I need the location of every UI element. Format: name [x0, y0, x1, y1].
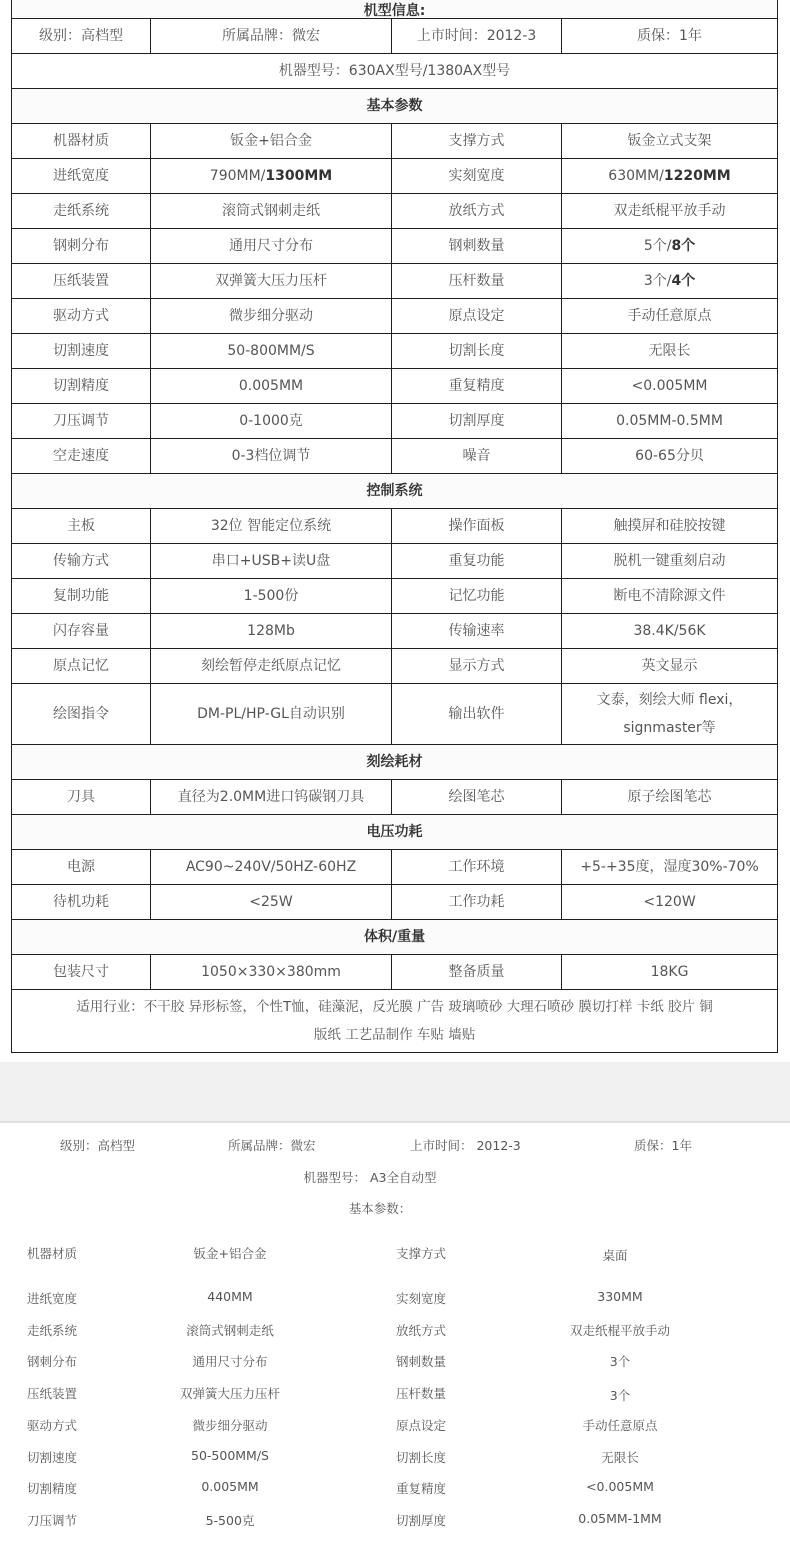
- param-value: 串口+USB+读U盘: [151, 544, 392, 579]
- param-value: 微步细分驱动: [192, 1418, 268, 1433]
- param-value: [562, 264, 778, 299]
- param-label: 切割长度: [396, 1450, 447, 1465]
- param-value: 滚筒式钢刺走纸: [186, 1323, 274, 1338]
- table-row: [12, 404, 778, 439]
- model-text: 机器型号： A3全自动型: [303, 1170, 437, 1185]
- model-cell: 机器型号：630AX型号/1380AX型号: [12, 54, 778, 89]
- industry-line: 版纸 工艺品制作 车贴 墙贴: [313, 1027, 476, 1043]
- param-value: <0.005MM: [562, 369, 778, 404]
- brand-text: 所属品牌：微宏: [228, 1138, 316, 1153]
- param-value: 1050×330×380mm: [151, 955, 392, 990]
- param-label: 操作面板: [392, 509, 562, 544]
- section-header-power: [12, 815, 778, 850]
- param-label: 放纸方式: [396, 1323, 447, 1338]
- table-row: [12, 159, 778, 194]
- param-value: 通用尺寸分布: [151, 229, 392, 264]
- param-value: [562, 684, 778, 745]
- param-label: 工作环境: [392, 850, 562, 885]
- brand-cell: 所属品牌：微宏: [151, 19, 392, 54]
- param-label: 支撑方式: [396, 1246, 447, 1261]
- param-value: 双走纸棍平放手动: [569, 1323, 670, 1338]
- param-value: 0.005MM: [201, 1479, 259, 1494]
- table-row: [12, 439, 778, 474]
- param-label: 绘图指令: [12, 684, 151, 745]
- basic-params-label: 基本参数：: [348, 1201, 412, 1216]
- industry-cell: [12, 990, 778, 1053]
- value-part-bold: 1220MM: [663, 168, 731, 184]
- param-value: 微步细分驱动: [151, 299, 392, 334]
- section-header-volume: [12, 920, 778, 955]
- date-cell: 上市时间：2012-3: [392, 19, 562, 54]
- param-label: 切割长度: [392, 334, 562, 369]
- param-label: 闪存容量: [12, 614, 151, 649]
- param-label: 刀压调节: [12, 404, 151, 439]
- param-label: 走纸系统: [27, 1323, 78, 1338]
- table-row: [12, 229, 778, 264]
- value-part-bold: 4个: [671, 273, 696, 289]
- value-part-bold: 1300MM: [265, 168, 333, 184]
- section-title-consumables: 刻绘耗材: [12, 745, 778, 780]
- param-label: 钢刺分布: [27, 1354, 78, 1369]
- param-value: 手动任意原点: [562, 299, 778, 334]
- param-value: 无限长: [601, 1450, 639, 1465]
- value-line: 文泰，刻绘大师 flexi，: [596, 692, 743, 708]
- param-label: 整备质量: [392, 955, 562, 990]
- param-label: 传输速率: [392, 614, 562, 649]
- param-value: 0.05MM-0.5MM: [562, 404, 778, 439]
- param-value: <120W: [562, 885, 778, 920]
- table-row: [12, 544, 778, 579]
- warranty-cell: 质保：1年: [562, 19, 778, 54]
- param-value: 滚筒式钢刺走纸: [151, 194, 392, 229]
- table-row: [12, 369, 778, 404]
- section-title-basic: 基本参数: [12, 89, 778, 124]
- value-part: 630MM/: [608, 168, 664, 184]
- param-label: 输出软件: [392, 684, 562, 745]
- section-title-model-info: 机型信息:: [12, 0, 778, 19]
- param-label: 实刻宽度: [396, 1291, 447, 1306]
- param-label: 电源: [12, 850, 151, 885]
- table-row: [12, 955, 778, 990]
- param-label: 刀具: [12, 780, 151, 815]
- warranty-text: 质保：1年: [634, 1138, 692, 1153]
- value-line: signmaster等: [623, 720, 716, 736]
- level-text: 级别：高档型: [60, 1138, 136, 1153]
- param-label: 进纸宽度: [12, 159, 151, 194]
- param-label: 绘图笔芯: [392, 780, 562, 815]
- table-row: [12, 299, 778, 334]
- param-label: 钢刺数量: [396, 1354, 447, 1369]
- table-row: [12, 780, 778, 815]
- param-label: 支撑方式: [392, 124, 562, 159]
- section-title-volume: 体积/重量: [12, 920, 778, 955]
- param-value: 手动任意原点: [582, 1418, 658, 1433]
- section-header-basic: [12, 89, 778, 124]
- info-row: [12, 19, 778, 54]
- param-label: 切割精度: [12, 369, 151, 404]
- param-label: 切割精度: [27, 1481, 78, 1496]
- param-label: 放纸方式: [392, 194, 562, 229]
- industry-line: 适用行业：不干胶 异形标签，个性T恤，硅藻泥，反光膜 广告 玻璃喷砂 大理石喷砂 膜切打样 卡纸 胶片 铜: [76, 999, 713, 1015]
- param-label: 工作功耗: [392, 885, 562, 920]
- section-header-control: [12, 474, 778, 509]
- table-row: [12, 264, 778, 299]
- param-value: 18KG: [562, 955, 778, 990]
- value-part: 790MM/: [209, 168, 266, 184]
- section-header-model-info: [12, 0, 778, 19]
- param-label: 钢刺数量: [392, 229, 562, 264]
- param-value: 0-3档位调节: [151, 439, 392, 474]
- param-label: 重复精度: [396, 1481, 447, 1496]
- spec-sheet-a3: [0, 1123, 790, 1546]
- param-value: 断电不清除源文件: [562, 579, 778, 614]
- value-part-bold: 8个: [671, 238, 696, 254]
- param-value: 330MM: [597, 1289, 643, 1304]
- param-label: 机器材质: [12, 124, 151, 159]
- table-row: [12, 194, 778, 229]
- param-value: 32位 智能定位系统: [151, 509, 392, 544]
- level-cell: 级别：高档型: [12, 19, 151, 54]
- param-label: 钢刺分布: [12, 229, 151, 264]
- param-value: 刻绘暂停走纸原点记忆: [151, 649, 392, 684]
- param-value: 38.4K/56K: [562, 614, 778, 649]
- table-row: [12, 579, 778, 614]
- param-value: 0-1000克: [151, 404, 392, 439]
- param-label: 机器材质: [27, 1246, 78, 1261]
- param-value: 5-500克: [205, 1513, 255, 1528]
- param-label: 进纸宽度: [27, 1291, 78, 1306]
- param-value: 60-65分贝: [562, 439, 778, 474]
- table-row: [12, 885, 778, 920]
- param-value: <25W: [151, 885, 392, 920]
- date-text: 上市时间： 2012-3: [410, 1138, 521, 1153]
- param-value: [562, 229, 778, 264]
- param-value: DM-PL/HP-GL自动识别: [151, 684, 392, 745]
- param-label: 显示方式: [392, 649, 562, 684]
- param-value: 钣金立式支架: [562, 124, 778, 159]
- param-value: [151, 159, 392, 194]
- param-label: 切割厚度: [396, 1513, 447, 1528]
- param-label: 走纸系统: [12, 194, 151, 229]
- section-header-consumables: [12, 745, 778, 780]
- spec-table: [11, 0, 778, 1053]
- param-label: 记忆功能: [392, 579, 562, 614]
- param-label: 传输方式: [12, 544, 151, 579]
- param-label: 主板: [12, 509, 151, 544]
- param-label: 压杆数量: [396, 1386, 447, 1401]
- param-label: 重复功能: [392, 544, 562, 579]
- param-value: 50-800MM/S: [151, 334, 392, 369]
- table-row: [12, 614, 778, 649]
- param-value: 0.005MM: [151, 369, 392, 404]
- param-value: 128Mb: [151, 614, 392, 649]
- value-part: 3个/: [643, 273, 672, 289]
- param-value: 0.05MM-1MM: [578, 1511, 662, 1526]
- param-label: 驱动方式: [27, 1418, 78, 1433]
- model-row: [12, 54, 778, 89]
- param-label: 待机功耗: [12, 885, 151, 920]
- param-value: 触摸屏和硅胶按键: [562, 509, 778, 544]
- param-label: 原点设定: [392, 299, 562, 334]
- param-value: 桌面: [602, 1248, 628, 1263]
- table-row: [12, 509, 778, 544]
- table-row: [12, 124, 778, 159]
- param-value: 直径为2.0MM进口钨碳钢刀具: [151, 780, 392, 815]
- section-title-control: 控制系统: [12, 474, 778, 509]
- param-value: 双弹簧大压力压杆: [179, 1386, 280, 1401]
- param-value: [562, 159, 778, 194]
- param-value: 双走纸棍平放手动: [562, 194, 778, 229]
- param-label: 切割速度: [27, 1450, 78, 1465]
- param-value: AC90~240V/50HZ-60HZ: [151, 850, 392, 885]
- param-value: 通用尺寸分布: [192, 1354, 268, 1369]
- param-value: 原子绘图笔芯: [562, 780, 778, 815]
- param-value: 钣金+铝合金: [151, 124, 392, 159]
- param-value: 脱机一键重刻启动: [562, 544, 778, 579]
- param-label: 切割厚度: [392, 404, 562, 439]
- param-value: 钣金+铝合金: [193, 1246, 267, 1261]
- param-label: 包装尺寸: [12, 955, 151, 990]
- param-value: 3个: [609, 1388, 631, 1403]
- param-value: 双弹簧大压力压杆: [151, 264, 392, 299]
- param-value: 3个: [609, 1354, 631, 1369]
- value-part: 5个/: [643, 238, 672, 254]
- param-label: 压纸装置: [27, 1386, 78, 1401]
- param-label: 压杆数量: [392, 264, 562, 299]
- param-label: 重复精度: [392, 369, 562, 404]
- param-value: 440MM: [207, 1289, 253, 1304]
- param-label: 复制功能: [12, 579, 151, 614]
- industry-row: [12, 990, 778, 1053]
- section-divider: [0, 1062, 790, 1122]
- param-label: 噪音: [392, 439, 562, 474]
- param-value: 50-500MM/S: [191, 1448, 269, 1463]
- table-row: [12, 850, 778, 885]
- section-title-power: 电压功耗: [12, 815, 778, 850]
- param-label: 实刻宽度: [392, 159, 562, 194]
- param-label: 原点设定: [396, 1418, 447, 1433]
- param-label: 压纸装置: [12, 264, 151, 299]
- param-value: 英文显示: [562, 649, 778, 684]
- table-row: [12, 649, 778, 684]
- table-row: [12, 684, 778, 745]
- param-label: 驱动方式: [12, 299, 151, 334]
- param-label: 刀压调节: [27, 1513, 78, 1528]
- table-row: [12, 334, 778, 369]
- param-value: <0.005MM: [586, 1479, 654, 1494]
- param-label: 空走速度: [12, 439, 151, 474]
- param-label: 原点记忆: [12, 649, 151, 684]
- param-value: 无限长: [562, 334, 778, 369]
- param-value: 1-500份: [151, 579, 392, 614]
- param-value: +5-+35度，湿度30%-70%: [562, 850, 778, 885]
- param-label: 切割速度: [12, 334, 151, 369]
